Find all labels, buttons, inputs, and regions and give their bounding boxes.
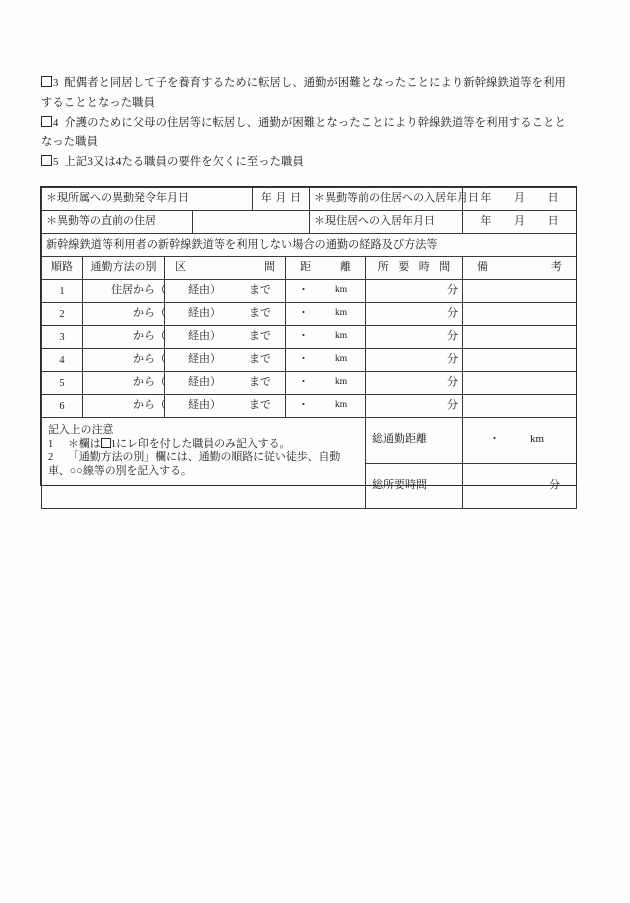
distance-decimal-dot: ・	[297, 330, 309, 343]
form-header-row-1	[42, 188, 577, 211]
cell-order: 2	[42, 303, 83, 326]
cell-required-time[interactable]	[366, 349, 463, 372]
cell-order: 4	[42, 349, 83, 372]
section-to: まで	[249, 330, 271, 343]
section-to: まで	[249, 307, 271, 320]
section-via: 経由）	[188, 330, 221, 343]
cell-section[interactable]	[133, 372, 286, 395]
distance-decimal-dot: ・	[297, 284, 309, 297]
cell-distance[interactable]	[286, 349, 366, 372]
section-via: 経由）	[188, 399, 221, 412]
checkbox-square-icon[interactable]	[41, 155, 52, 166]
time-unit: 分	[447, 399, 459, 412]
date-year-label: 年	[480, 192, 492, 205]
cell-required-time[interactable]	[366, 280, 463, 303]
col-header-distance	[286, 257, 366, 280]
time-unit: 分	[447, 376, 459, 389]
notes-and-summary-row-1	[42, 418, 577, 464]
col-header-section	[165, 257, 286, 280]
notes-item-1-before: ＊欄は	[68, 437, 101, 450]
field-total-time[interactable]	[463, 463, 577, 509]
col-header-remarks-right: 考	[551, 261, 563, 274]
date-month-label: 月	[514, 192, 525, 205]
cell-distance[interactable]	[286, 280, 366, 303]
table-row	[42, 395, 577, 418]
distance-unit: km	[334, 354, 348, 365]
cell-section[interactable]	[133, 395, 286, 418]
clause-item-3	[41, 74, 577, 113]
date-year-label: 年	[260, 192, 272, 205]
section-via: 経由）	[188, 376, 221, 389]
time-unit: 分	[447, 307, 459, 320]
total-distance-decimal-dot: ・	[488, 433, 500, 446]
clause-number: 4	[53, 117, 59, 129]
clause-text: 配偶者と同居して子を養育するために転居し、通勤が困難となったことにより新幹線鉄道等を利用することとなった職員	[41, 77, 566, 109]
label-current-residence-movein-date: ＊現住居への入居年月日	[310, 211, 463, 234]
date-day-label: 日	[290, 192, 302, 205]
cell-order: 3	[42, 326, 83, 349]
distance-unit: km	[334, 308, 348, 319]
label-transfer-order-date: ＊現所属への異動発令年月日	[42, 188, 253, 211]
distance-decimal-dot: ・	[297, 307, 309, 320]
col-header-order: 順路	[42, 257, 83, 280]
section-to: まで	[249, 376, 271, 389]
commute-form-table	[41, 187, 577, 509]
notes-item-1-box-label: 1	[110, 437, 117, 450]
col-header-time-1: 所	[377, 261, 389, 274]
cell-remarks[interactable]	[463, 303, 577, 326]
distance-decimal-dot: ・	[297, 376, 309, 389]
label-total-distance: 総通勤距離	[366, 418, 463, 464]
cell-section[interactable]	[133, 349, 286, 372]
cell-distance[interactable]	[286, 326, 366, 349]
cell-required-time[interactable]	[366, 303, 463, 326]
col-header-time-4: 間	[439, 261, 451, 274]
col-header-section-left: 区	[175, 261, 186, 274]
checkbox-square-icon[interactable]	[41, 76, 52, 87]
section-from: から（	[133, 284, 166, 297]
col-header-remarks-left: 備	[477, 261, 489, 274]
cell-distance[interactable]	[286, 372, 366, 395]
date-month-label: 月	[275, 192, 287, 205]
label-total-time: 総所要時間	[366, 463, 463, 509]
section-to: まで	[249, 284, 271, 297]
cell-section[interactable]	[111, 280, 286, 303]
clause-item-5	[41, 153, 577, 173]
field-total-distance[interactable]	[463, 418, 577, 464]
cell-remarks[interactable]	[463, 372, 577, 395]
cell-distance[interactable]	[286, 395, 366, 418]
section-to: まで	[249, 353, 271, 366]
col-header-time-3: 時	[418, 261, 430, 274]
cell-required-time[interactable]	[366, 326, 463, 349]
section-from: から（	[133, 353, 166, 366]
label-residence-before-transfer: ＊異動等の直前の住居	[42, 211, 193, 234]
section-from: から（	[133, 399, 166, 412]
cell-distance[interactable]	[286, 303, 366, 326]
cell-order: 1	[42, 280, 83, 303]
distance-unit: km	[334, 400, 348, 411]
clause-text: 上記3又は4たる職員の要件を欠くに至った職員	[64, 156, 304, 168]
form-section-title-row	[42, 234, 577, 257]
clause-item-4	[41, 114, 577, 153]
field-current-residence-movein-date[interactable]	[463, 211, 577, 234]
cell-section[interactable]	[133, 326, 286, 349]
field-residence-before-transfer[interactable]	[193, 211, 310, 234]
col-header-distance-left: 距	[300, 261, 311, 274]
form-header-row-2	[42, 211, 577, 234]
cell-order: 6	[42, 395, 83, 418]
label-prev-residence-movein-date: ＊異動等前の住居への入居年月日	[310, 188, 463, 211]
notes-item-index: 2	[48, 452, 54, 464]
notes-item-1-after: にレ印を付した職員のみ記入する。	[116, 437, 291, 450]
intro-clause-list	[41, 74, 577, 173]
cell-remarks[interactable]	[463, 280, 577, 303]
clause-text: 介護のために父母の住居等に転居し、通勤が困難となったことにより幹線鉄道等を利用することとなった職員	[41, 116, 566, 148]
table-row	[42, 326, 577, 349]
cell-required-time[interactable]	[366, 395, 463, 418]
table-row	[42, 349, 577, 372]
cell-remarks[interactable]	[463, 326, 577, 349]
total-time-unit: 分	[549, 478, 561, 491]
date-day-label: 日	[547, 192, 559, 205]
col-header-time-2: 要	[398, 261, 410, 274]
cell-remarks[interactable]	[463, 395, 577, 418]
cell-required-time[interactable]	[366, 372, 463, 395]
time-unit: 分	[447, 330, 459, 343]
table-row	[42, 303, 577, 326]
notes-item-2	[48, 451, 359, 478]
section-via: 経由）	[188, 307, 221, 320]
col-header-commute-method: 通勤方法の別	[83, 257, 165, 280]
notes-item-1	[48, 438, 359, 452]
date-day-label: 日	[547, 215, 559, 228]
col-header-section-right: 間	[264, 261, 275, 274]
distance-unit: km	[334, 331, 348, 342]
clause-number: 3	[53, 78, 59, 89]
checkbox-square-icon[interactable]	[41, 116, 52, 127]
notes-block	[42, 418, 366, 509]
section-from: から（	[133, 330, 166, 343]
section-via: 経由）	[188, 353, 221, 366]
section-from: から（	[133, 307, 166, 320]
distance-decimal-dot: ・	[297, 399, 309, 412]
section-from: から（	[133, 376, 166, 389]
distance-decimal-dot: ・	[297, 353, 309, 366]
distance-unit: km	[334, 377, 348, 388]
section-via: 経由）	[188, 284, 221, 297]
cell-section[interactable]	[133, 303, 286, 326]
date-year-label: 年	[480, 215, 492, 228]
time-unit: 分	[447, 353, 459, 366]
col-header-distance-right: 離	[340, 261, 352, 274]
section-title: 新幹線鉄道等利用者の新幹線鉄道等を利用しない場合の通勤の経路及び方法等	[42, 234, 577, 257]
cell-remarks[interactable]	[463, 349, 577, 372]
table-column-header-row	[42, 257, 577, 280]
cell-order: 5	[42, 372, 83, 395]
date-month-label: 月	[514, 215, 525, 228]
field-prev-residence-movein-date[interactable]	[463, 188, 577, 211]
field-transfer-order-date[interactable]	[253, 188, 310, 211]
clause-number: 5	[53, 157, 59, 168]
col-header-remarks	[463, 257, 577, 280]
col-header-required-time	[366, 257, 463, 280]
table-row	[42, 280, 577, 303]
checkbox-square-icon	[101, 438, 111, 448]
notes-item-index: 1	[48, 438, 54, 450]
notes-item-2-text: 「通勤方法の別」欄には、通勤の順路に従い徒歩、自動車、○○線等の別を記入する。	[48, 451, 341, 477]
section-prefix: 住居	[111, 284, 133, 297]
notes-title: 記入上の注意	[48, 424, 114, 436]
total-distance-unit: km	[529, 433, 545, 446]
distance-unit: km	[334, 285, 348, 296]
section-to: まで	[249, 399, 271, 412]
table-row	[42, 372, 577, 395]
time-unit: 分	[447, 284, 459, 297]
